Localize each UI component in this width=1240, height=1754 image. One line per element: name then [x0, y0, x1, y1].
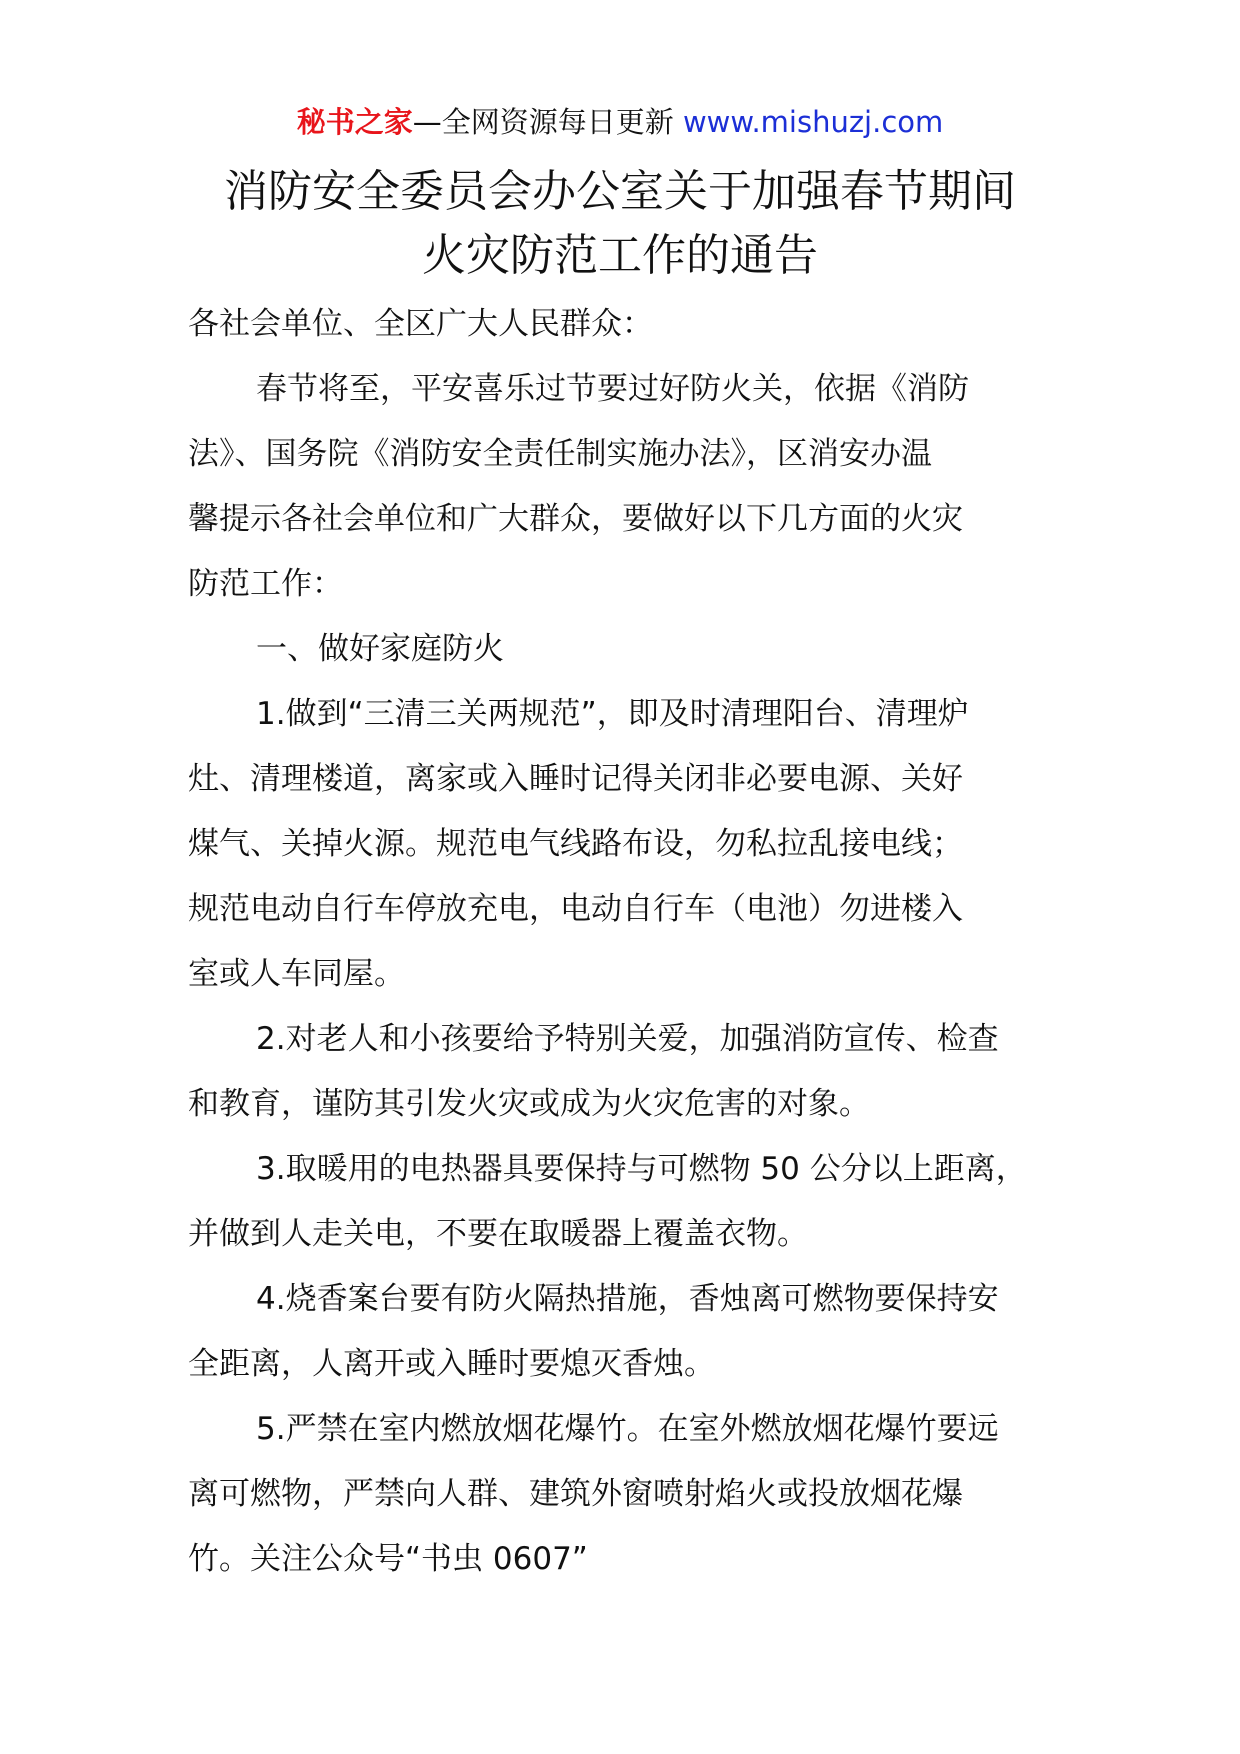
paragraph-line: 春节将至，平安喜乐过节要过好防火关，依据《消防 [256, 371, 969, 407]
paragraph-line: 灶、清理楼道，离家或入睡时记得关闭非必要电源、关好 [188, 761, 963, 797]
salutation: 各社会单位、全区广大人民群众： [188, 306, 653, 342]
paragraph-line: 5.严禁在室内燃放烟花爆竹。在室外燃放烟花爆竹要远 [256, 1411, 999, 1447]
paragraph-line: 并做到人走关电，不要在取暖器上覆盖衣物。 [188, 1216, 808, 1252]
document-title [100, 160, 1140, 288]
paragraph-line: 规范电动自行车停放充电，电动自行车（电池）勿进楼入 [188, 891, 963, 927]
paragraph-line: 法》、国务院《消防安全责任制实施办法》，区消安办温 [188, 436, 932, 472]
paragraph-line: 竹。关注公众号“书虫 0607” [188, 1541, 588, 1577]
paragraph-line: 和教育，谨防其引发火灾或成为火灾危害的对象。 [188, 1086, 870, 1122]
header-tagline: —全网资源每日更新 [412, 105, 683, 139]
document-body [188, 292, 1068, 1592]
site-url[interactable]: www.mishuzj.com [682, 105, 944, 139]
title-line-1: 消防安全委员会办公室关于加强春节期间 [224, 166, 1016, 217]
section-heading: 一、做好家庭防火 [256, 631, 504, 667]
paragraph-line: 离可燃物，严禁向人群、建筑外窗喷射焰火或投放烟花爆 [188, 1476, 963, 1512]
paragraph-line: 1.做到“三清三关两规范”，即及时清理阳台、清理炉 [256, 696, 969, 732]
paragraph-line: 馨提示各社会单位和广大群众，要做好以下几方面的火灾 [188, 501, 963, 537]
title-line-2: 火灾防范工作的通告 [422, 230, 818, 281]
paragraph-line: 4.烧香案台要有防火隔热措施，香烛离可燃物要保持安 [256, 1281, 999, 1317]
paragraph-line: 全距离，人离开或入睡时要熄灭香烛。 [188, 1346, 715, 1382]
paragraph-line: 室或人车同屋。 [188, 956, 405, 992]
paragraph-line: 防范工作： [188, 566, 343, 602]
paragraph-line: 3.取暖用的电热器具要保持与可燃物 50 公分以上距离， [256, 1151, 1027, 1187]
site-header [0, 100, 1240, 144]
brand-name: 秘书之家 [296, 105, 413, 139]
paragraph-line: 2.对老人和小孩要给予特别关爱，加强消防宣传、检查 [256, 1021, 999, 1057]
paragraph-line: 煤气、关掉火源。规范电气线路布设，勿私拉乱接电线； [188, 826, 963, 862]
